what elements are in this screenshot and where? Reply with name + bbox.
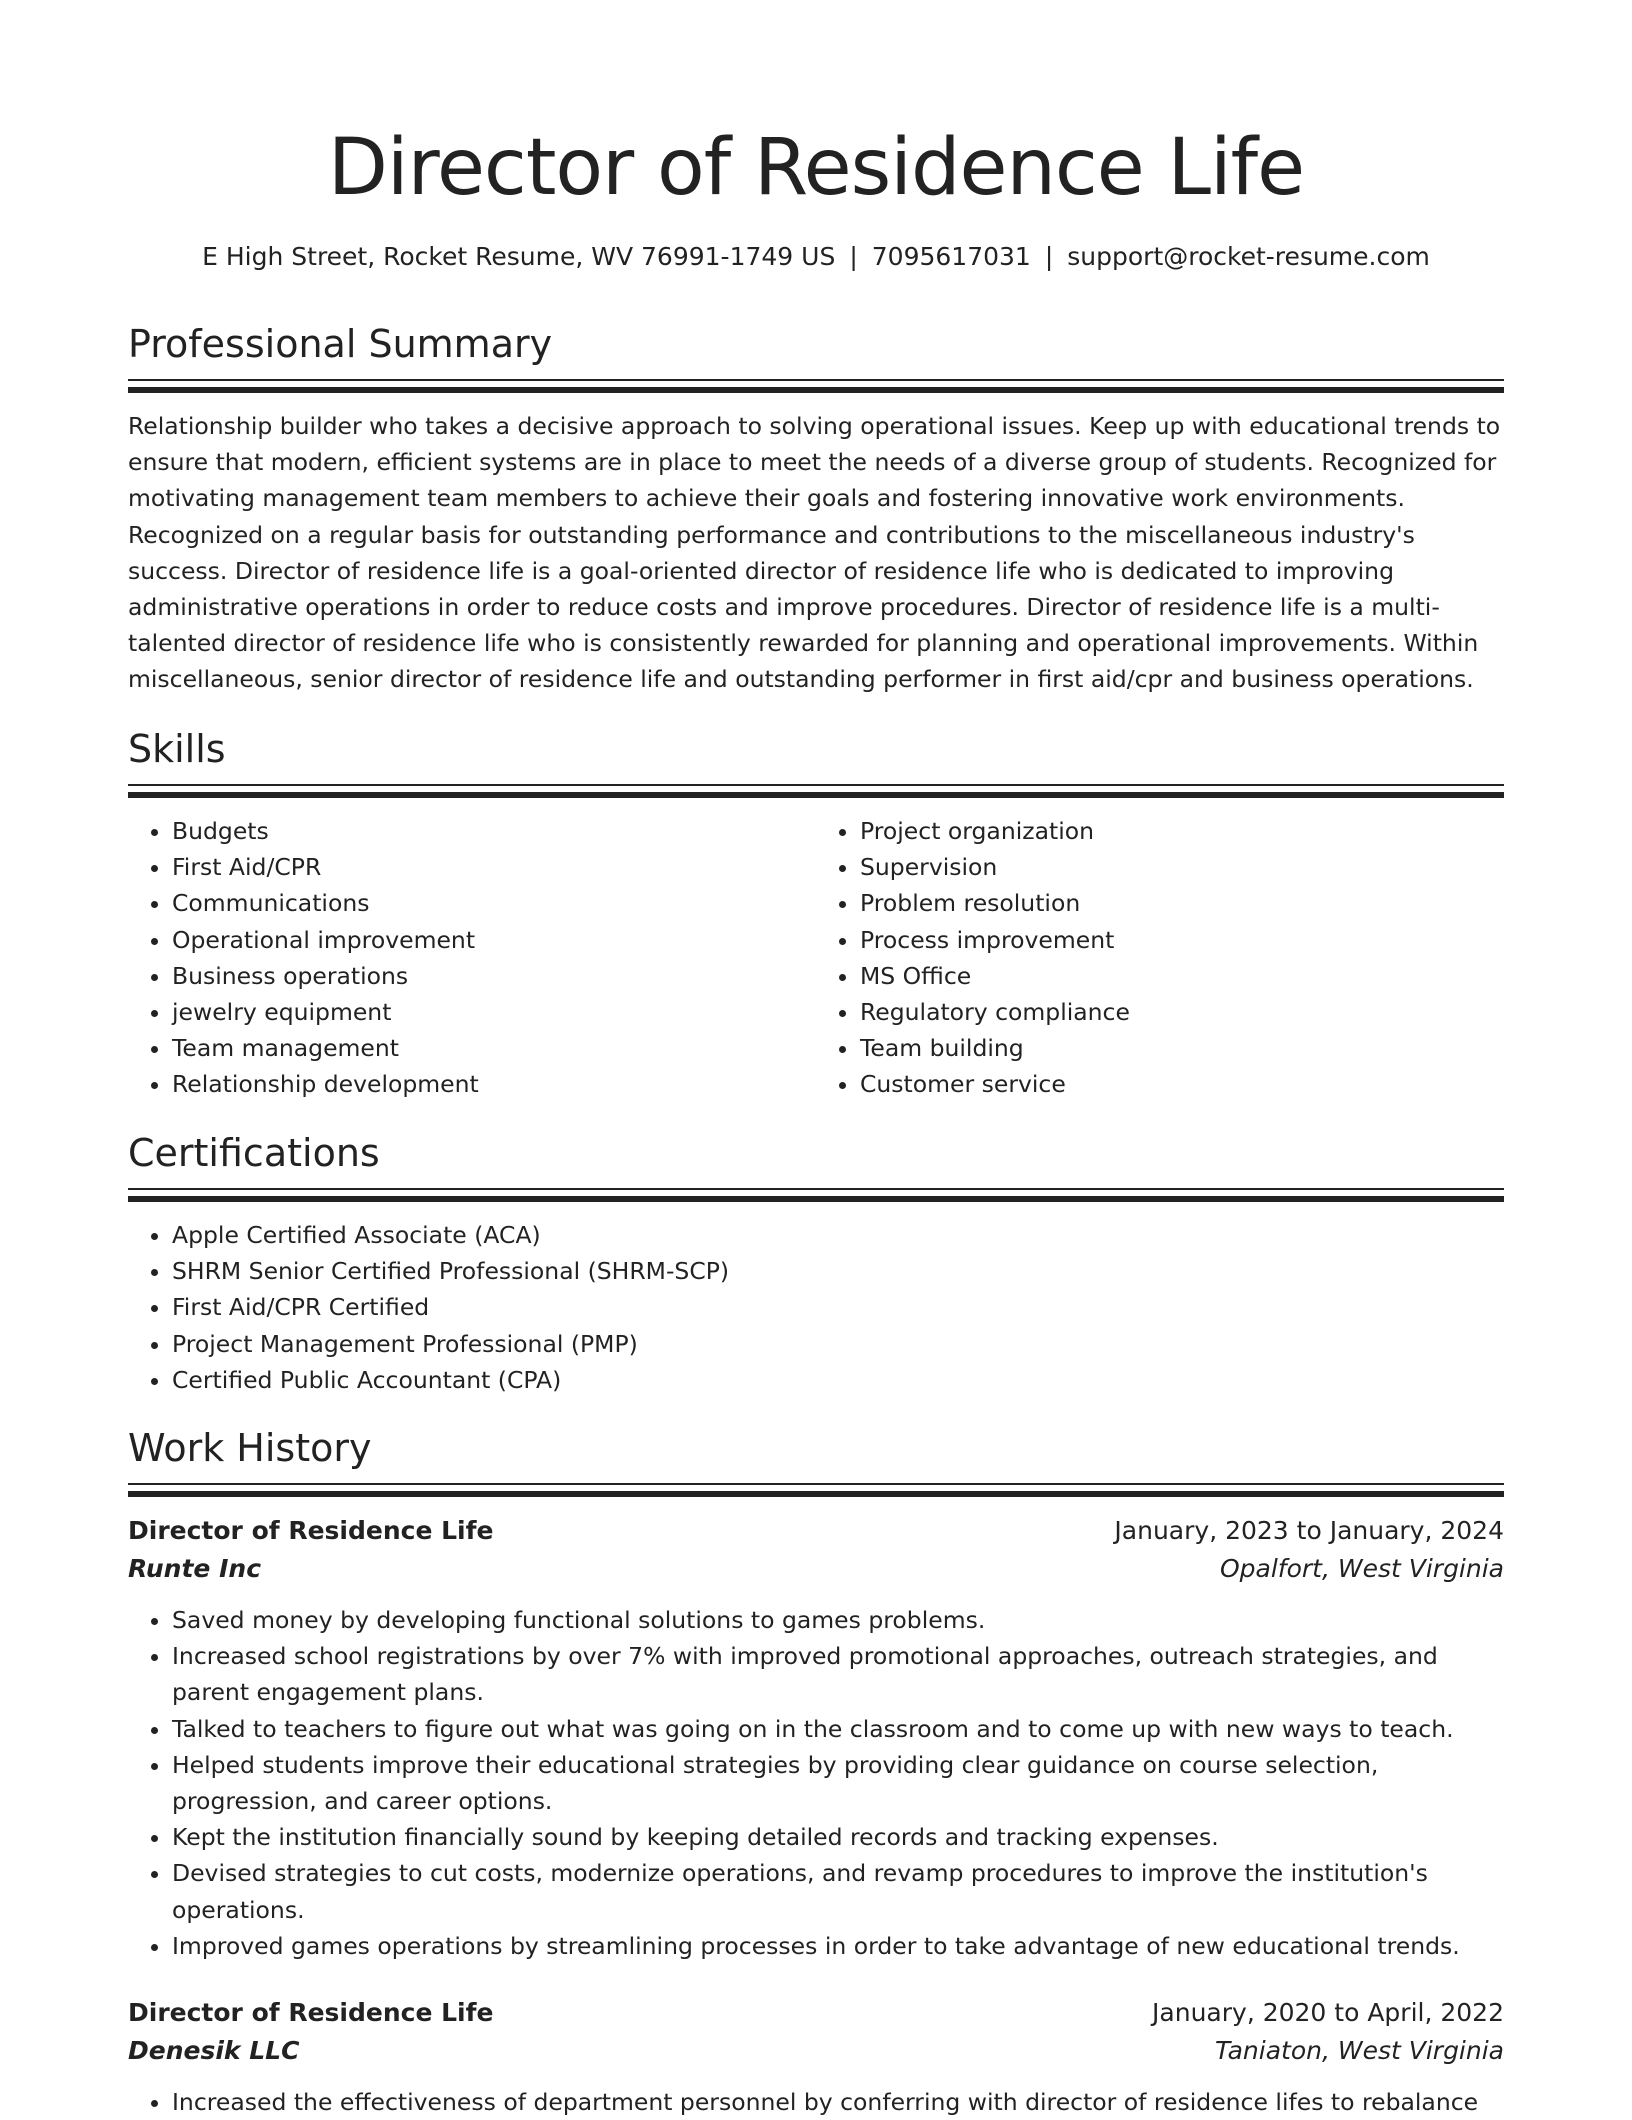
section-rule: [128, 784, 1504, 786]
job-header: [128, 1994, 1504, 2032]
section-heading-work-history: Work History: [128, 1426, 372, 1470]
section-heading-skills: Skills: [128, 727, 226, 771]
section-heading-certifications: Certifications: [128, 1131, 380, 1175]
skills-list-right: [816, 813, 1504, 1103]
skill-item: • Business operations: [172, 958, 816, 994]
skill-item: • Team building: [860, 1030, 1504, 1066]
certifications-section: [128, 1128, 1504, 1398]
skill-item: • Regulatory compliance: [860, 994, 1504, 1030]
section-rule: [128, 1188, 1504, 1190]
job-dates: January, 2020 to April, 2022: [1152, 1998, 1504, 2028]
job-title: Director of Residence Life: [128, 1998, 494, 2028]
resume-name: Director of Residence Life: [327, 123, 1305, 213]
certification-item: • SHRM Senior Certified Professional (SHRM-SCP): [172, 1253, 1504, 1289]
certifications-list: [128, 1217, 1504, 1398]
job-location: Taniaton, West Virginia: [1214, 2036, 1504, 2066]
job-subheader: [128, 2032, 1504, 2070]
job-company: Runte Inc: [128, 1554, 262, 1583]
job-bullet: • Saved money by developing functional solutions to games problems.: [172, 1602, 1504, 1638]
section-rule-thick: [128, 1491, 1504, 1497]
skill-item: • First Aid/CPR: [172, 849, 816, 885]
certification-item: • Certified Public Accountant (CPA): [172, 1362, 1504, 1398]
skill-item: • Budgets: [172, 813, 816, 849]
skill-item: • Problem resolution: [860, 885, 1504, 921]
section-rule: [128, 1483, 1504, 1485]
job-title: Director of Residence Life: [128, 1516, 494, 1545]
work-history-section: [128, 1423, 1504, 2120]
summary-section: [128, 319, 1504, 698]
certification-item: • Apple Certified Associate (ACA): [172, 1217, 1504, 1253]
certification-item: • First Aid/CPR Certified: [172, 1289, 1504, 1325]
skill-item: • Process improvement: [860, 922, 1504, 958]
contact-email: support@rocket-resume.com: [1067, 242, 1430, 271]
contact-phone: 7095617031: [871, 242, 1031, 271]
job-bullets: [128, 1602, 1504, 1964]
skill-item: • jewelry equipment: [172, 994, 816, 1030]
skills-grid: [128, 813, 1504, 1103]
certification-item: • Project Management Professional (PMP): [172, 1326, 1504, 1362]
job-bullet: • Kept the institution financially sound by keeping detailed records and tracking expenses.: [172, 1819, 1504, 1855]
skill-item: • MS Office: [860, 958, 1504, 994]
job-subheader: [128, 1550, 1504, 1588]
job-bullet: • Increased the effectiveness of department personnel by conferring with director of residence lifes to rebalance: [172, 2084, 1504, 2120]
job-bullet: • Devised strategies to cut costs, modernize operations, and revamp procedures to improve the institution's operations.: [172, 1855, 1504, 1927]
job-location: Opalfort, West Virginia: [1219, 1554, 1504, 1583]
section-rule-thick: [128, 387, 1504, 393]
skills-list-left: [128, 813, 816, 1103]
job-bullet: • Helped students improve their educational strategies by providing clear guidance on course selection, progression, and career options.: [172, 1747, 1504, 1819]
section-rule: [128, 379, 1504, 381]
contact-line: [128, 237, 1504, 277]
job-dates: January, 2023 to January, 2024: [1114, 1516, 1504, 1545]
job-header: [128, 1512, 1504, 1550]
skill-item: • Operational improvement: [172, 922, 816, 958]
contact-separator: |: [849, 242, 858, 271]
job-bullet: • Increased school registrations by over 7% with improved promotional approaches, outreach strategies, and parent engagement plans.: [172, 1638, 1504, 1710]
section-rule-thick: [128, 1196, 1504, 1202]
job-bullets: [128, 2084, 1504, 2120]
job-entry: [128, 1512, 1504, 1964]
section-heading-summary: Professional Summary: [128, 322, 553, 366]
contact-address: E High Street, Rocket Resume, WV 76991-1749 US: [202, 242, 836, 271]
skill-item: • Customer service: [860, 1066, 1504, 1102]
skill-item: • Supervision: [860, 849, 1504, 885]
skill-item: • Team management: [172, 1030, 816, 1066]
job-bullet: • Improved games operations by streamlining processes in order to take advantage of new educational trends.: [172, 1928, 1504, 1964]
job-bullet: • Talked to teachers to figure out what was going on in the classroom and to come up with new ways to teach.: [172, 1711, 1504, 1747]
section-rule-thick: [128, 792, 1504, 798]
skill-item: • Project organization: [860, 813, 1504, 849]
job-company: Denesik LLC: [128, 2036, 300, 2066]
job-entry: [128, 1994, 1504, 2120]
skills-section: [128, 724, 1504, 1103]
contact-separator: |: [1044, 242, 1054, 271]
skill-item: • Communications: [172, 885, 816, 921]
summary-text: Relationship builder who takes a decisive approach to solving operational issues. Keep up with educational trends to ensure that modern, efficient systems are in place to meet the needs of a diverse group of students. Recognized for motivating management team members to achieve their goals and fostering innovative work environments. Recognized on a regular basis for outstanding performance and contributions to the miscellaneous industry's success. Director of residence life is a goal-oriented director of residence life who is dedicated to improving administrative operations in order to reduce costs and improve procedures. Director of residence life is a multi-talented director of residence life who is consistently rewarded for planning and operational improvements. Within miscellaneous, senior director of residence life and outstanding performer in first aid/cpr and business operations.: [128, 412, 1501, 694]
skill-item: • Relationship development: [172, 1066, 816, 1102]
